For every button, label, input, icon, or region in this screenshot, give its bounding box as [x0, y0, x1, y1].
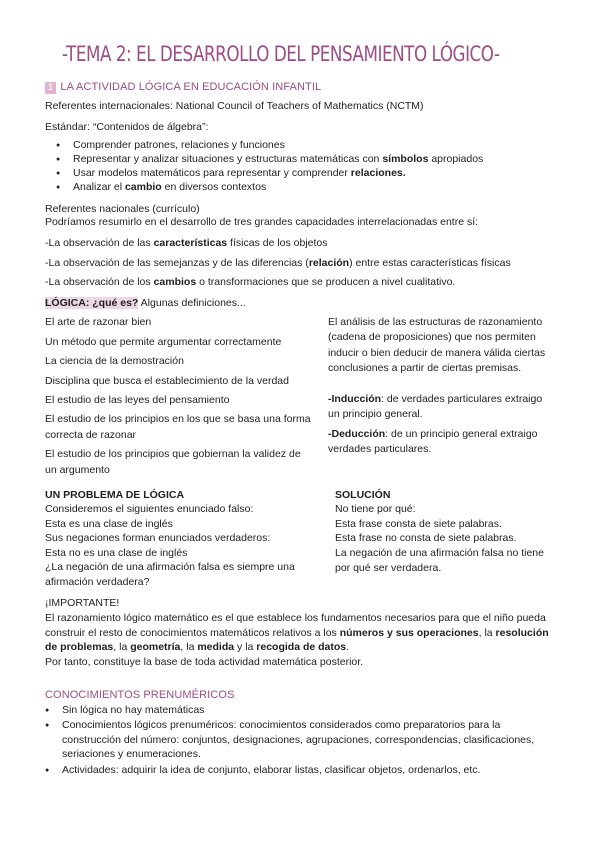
section-title: LA ACTIVIDAD LÓGICA EN EDUCACIÓN INFANTIL	[60, 81, 322, 93]
problema-heading: UN PROBLEMA DE LÓGICA	[45, 489, 185, 501]
induccion: -Inducción: de verdades particulares extraigo un principio general.	[328, 393, 543, 421]
definicion: El estudio de los principios que gobiernan la validez de un argumento	[45, 448, 301, 476]
solucion-line: Esta frase consta de siete palabras.	[335, 518, 502, 530]
observacion-2: -La observación de las semejanzas y de las diferencias (relación) entre estas características físicas	[45, 257, 511, 269]
prenumericos-heading: CONOCIMIENTOS PRENUMÉRICOS	[45, 689, 235, 701]
problema-line: Esta no es una clase de inglés	[45, 547, 188, 559]
page-title: -TEMA 2: EL DESARROLLO DEL PENSAMIENTO LÓGICO-	[62, 42, 500, 67]
deduccion: -Deducción: de un principio general extraigo verdades particulares.	[328, 428, 538, 456]
solucion-line: No tiene por qué:	[335, 503, 416, 515]
list-item: ● Representar y analizar situaciones y estructuras matemáticas con símbolos apropiados	[73, 152, 483, 166]
importante-conclusion: Por tanto, constituye la base de toda actividad matemática posterior.	[45, 656, 364, 668]
referentes-internacionales: Referentes internacionales: National Council of Teachers of Mathematics (NCTM)	[45, 100, 424, 112]
problema-pregunta: ¿La negación de una afirmación falsa es siempre una afirmación verdadera?	[45, 561, 295, 588]
list-item: ● Actividades: adquirir la idea de conjunto, elaborar listas, clasificar objetos, ordenarlos, etc.	[62, 763, 480, 777]
logica-heading: LÓGICA: ¿qué es? Algunas definiciones...	[45, 297, 246, 309]
solucion-conclusion: La negación de una afirmación falsa no tiene por qué ser verdadera.	[335, 547, 544, 574]
observacion-1: -La observación de las características físicas de los objetos	[45, 237, 328, 249]
list-item: ● Usar modelos matemáticos para representar y comprender relaciones.	[73, 166, 406, 180]
definicion: La ciencia de la demostración	[45, 355, 184, 367]
referentes-nacionales: Referentes nacionales (currículo)	[45, 203, 200, 215]
problema-line: Consideremos el siguientes enunciado falso:	[45, 503, 254, 515]
resumen: Podríamos resumirlo en el desarrollo de tres grandes capacidades interrelacionadas entre sí:	[45, 216, 479, 228]
problema-line: Sus negaciones forman enunciados verdaderos:	[45, 532, 271, 544]
definicion: Un método que permite argumentar correctamente	[45, 336, 282, 348]
definicion: El arte de razonar bien	[45, 316, 152, 328]
list-item: ● Analizar el cambio en diversos contextos	[73, 180, 266, 194]
list-item: ● Sin lógica no hay matemáticas	[62, 703, 204, 717]
list-item: ● Comprender patrones, relaciones y funciones	[73, 138, 285, 152]
section-heading	[45, 81, 321, 94]
estandar: Estándar: “Contenidos de álgebra”:	[45, 121, 209, 133]
definicion: Disciplina que busca el establecimiento de la verdad	[45, 375, 289, 387]
problema-line: Esta es una clase de inglés	[45, 518, 173, 530]
section-number: 1	[45, 82, 56, 94]
list-item: ● Conocimientos lógicos prenuméricos: conocimientos considerados como preparatorios para la construcción del número: conjuntos, designaciones, agrupaciones, correspondencias, clasificaciones, seriaciones y enumeraciones.	[62, 718, 560, 762]
observacion-3: -La observación de los cambios o transformaciones que se producen a nivel cualitativo.	[45, 276, 456, 288]
importante-parrafo: El razonamiento lógico matemático es el que establece los fundamentos necesarios para que el niño pueda construir el resto de conocimientos matemáticos relativos a los números y sus operaciones, la resolución de problemas, la geometría, la medida y la recogida de datos.	[45, 612, 549, 654]
importante-heading: ¡IMPORTANTE!	[45, 597, 120, 609]
definicion-analisis: El análisis de las estructuras de razonamiento (cadena de proposiciones) que nos permiten inducir o bien deducir de manera válida ciertas conclusiones a partir de ciertas premisas.	[328, 316, 546, 374]
solucion-heading: SOLUCIÓN	[335, 489, 391, 501]
definicion: El estudio de las leyes del pensamiento	[45, 394, 230, 406]
definicion: El estudio de los principios en los que se basa una forma correcta de razonar	[45, 413, 311, 441]
solucion-line: Esta frase no consta de siete palabras.	[335, 532, 517, 544]
